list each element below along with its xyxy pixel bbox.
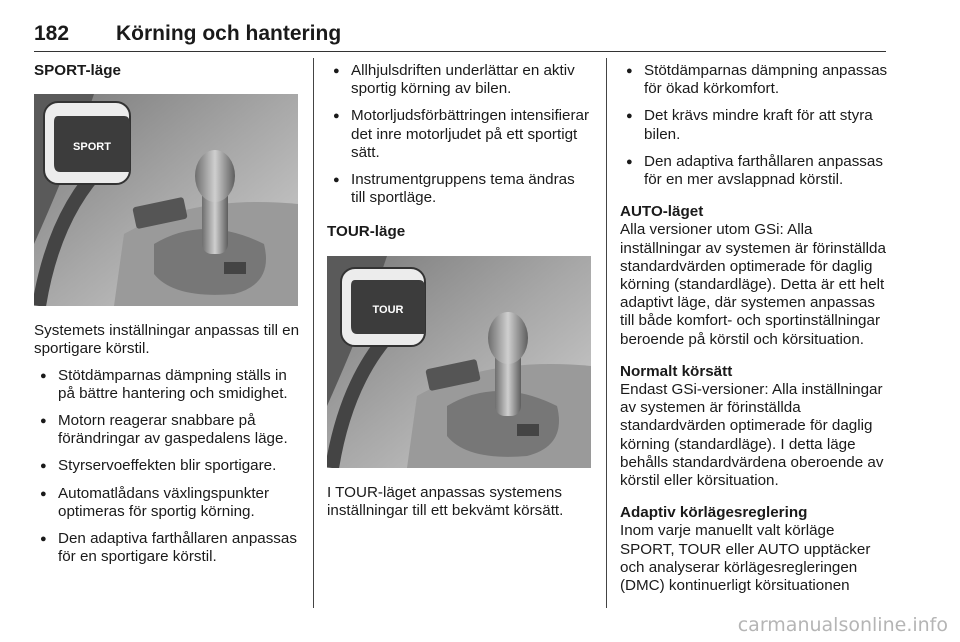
column-divider-2 [606, 58, 607, 608]
list-item: ● Den adaptiva farthållaren anpassas för en mer avslappnad körstil. [620, 153, 888, 189]
list-item: ● Det krävs mindre kraft för att styra bilen. [620, 107, 888, 143]
sport-bullet-list-continued [327, 62, 593, 207]
column-1 [34, 62, 300, 575]
tour-mode-illustration [327, 256, 591, 468]
normal-heading: Normalt körsätt [620, 362, 733, 380]
list-item: ● Den adaptiva farthållaren anpassas för en sportigare körstil. [34, 530, 300, 566]
sport-heading: SPORT-läge [34, 62, 121, 79]
list-item: ● Instrumentgruppens tema ändras till sportläge. [327, 171, 593, 207]
chapter-title: Körning och hantering [116, 22, 342, 45]
auto-heading: AUTO-läget [620, 203, 704, 221]
list-item: ● Motorn reagerar snabbare på förändringar av gaspedalens läge. [34, 412, 300, 448]
column-divider-1 [313, 58, 314, 608]
list-item: ● Motorljudsförbättringen intensifierar det inre motorljudet på ett sportigt sätt. [327, 107, 593, 162]
adaptive-text: Inom varje manuellt valt körläge SPORT, TOUR eller AUTO upptäcker och analyserar körlägesregleringen (DMC) kontinuerligt körsituationen [620, 522, 871, 595]
tour-button-label: TOUR [372, 303, 404, 316]
page-header [34, 22, 886, 52]
auto-text: Alla versioner utom GSi: Alla inställningar av systemen är förinställda standardvärden optimerade för daglig körning (standardläge). Detta är ett helt adaptivt läge, där systemen anpassas till både komfort- och sportinställningar beroende på körstil och körsituation. [620, 221, 886, 348]
tour-bullet-list [620, 62, 888, 189]
sport-button-label: SPORT [73, 141, 111, 154]
list-item: ● Styrservoeffekten blir sportigare. [34, 457, 300, 475]
tour-text: I TOUR-läget anpassas systemens inställningar till ett bekvämt körsätt. [327, 483, 564, 519]
list-item: ● Automatlådans växlingspunkter optimeras för sportig körning. [34, 485, 300, 521]
header-rule [34, 51, 886, 52]
sport-intro: Systemets inställningar anpassas till en sportigare körstil. [34, 322, 300, 358]
column-2 [327, 62, 593, 520]
sport-bullet-list [34, 367, 300, 567]
page-number: 182 [34, 22, 70, 45]
normal-text: Endast GSi-versioner: Alla inställningar av systemen är förinställda standardvärden optimerade för daglig körning (standardläge). I detta läge behålls standardvärdena oberoende av körstil eller körsituation. [620, 381, 884, 490]
sport-mode-illustration [34, 94, 298, 306]
column-3 [620, 62, 888, 595]
watermark: carmanualsonline.info [737, 614, 948, 636]
list-item: ● Stötdämparnas dämpning ställs in på bättre hantering och smidighet. [34, 367, 300, 403]
adaptive-heading: Adaptiv körlägesreglering [620, 504, 808, 522]
list-item: ● Allhjulsdriften underlättar en aktiv sportig körning av bilen. [327, 62, 593, 98]
tour-heading: TOUR-läge [327, 223, 406, 241]
list-item: ● Stötdämparnas dämpning anpassas för ökad körkomfort. [620, 62, 888, 98]
